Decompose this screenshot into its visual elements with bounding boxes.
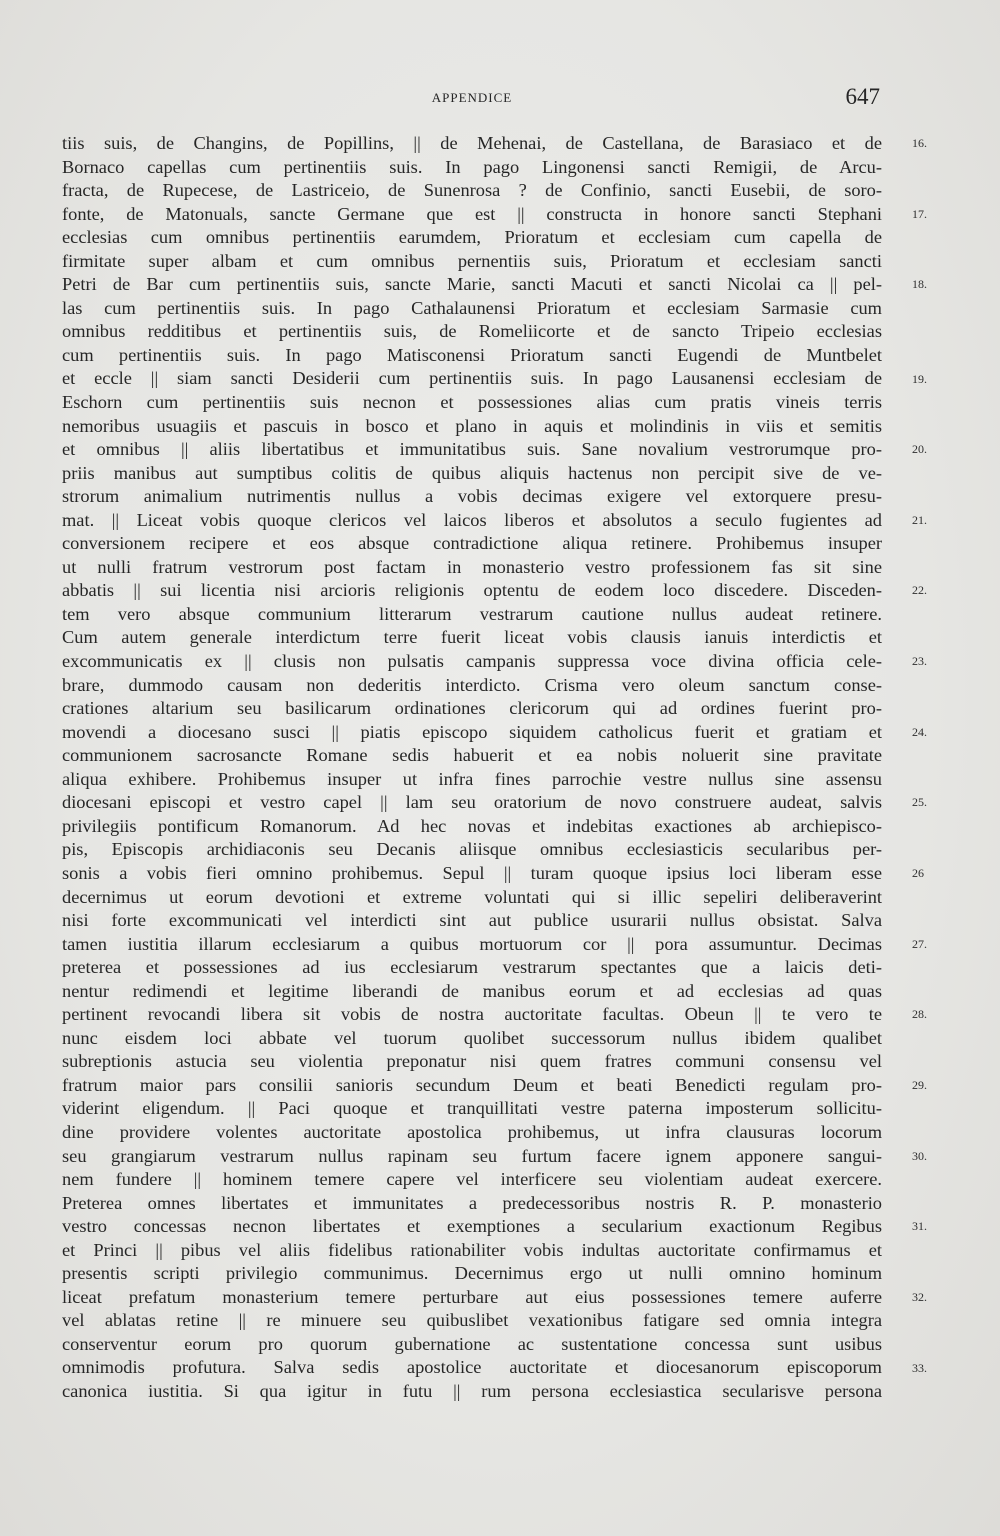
text-line: movendi a diocesano susci || piatis episcopo siquidem catholicus fuerit et gratiam et [62, 721, 882, 742]
text-line: tamen iustitia illarum ecclesiarum a quibus mortuorum cor || pora assumuntur. Decimas [62, 933, 882, 954]
margin-number: 31. [912, 1219, 927, 1234]
text-line: cum pertinentiis suis. In pago Matisconensi Prioratum sancti Eugendi de Muntbelet [62, 344, 882, 365]
text-line: diocesani episcopi et vestro capel || lam seu oratorium de novo construere audeat, salvis [62, 792, 882, 813]
text-line: ut nulli fratrum vestrorum post factam in monasterio vestro professionem fas sit sine [62, 556, 882, 577]
margin-number: 20. [912, 442, 927, 457]
text-line: dine providere volentes auctoritate apostolica prohibemus, ut infra clausuras locorum [62, 1121, 882, 1142]
text-line: crationes altarium seu basilicarum ordinationes clericorum qui ad ordines fuerint pro- [62, 698, 882, 719]
margin-number: 30. [912, 1148, 927, 1163]
margin-number: 17. [912, 206, 927, 221]
margin-number: 19. [912, 371, 927, 386]
text-line: et eccle || siam sancti Desiderii cum pertinentiis suis. In pago Lausanensi ecclesiam de [62, 368, 882, 389]
margin-number: 27. [912, 936, 927, 951]
margin-number: 26 [912, 866, 924, 881]
text-line: subreptionis astucia seu violentia preponatur nisi quem fratres communi consensu vel [62, 1051, 882, 1072]
text-line: abbatis || sui licentia nisi arcioris religionis optentu de eodem loco discedere. Disceden- [62, 580, 882, 601]
text-line: excommunicatis ex || clusis non pulsatis campanis suppressa voce divina officia cele- [62, 651, 882, 672]
text-line: fratrum maior pars consilii sanioris secundum Deum et beati Benedicti regulam pro- [62, 1074, 882, 1095]
margin-number: 24. [912, 724, 927, 739]
text-line: presentis scripti privilegio communimus. Decernimus ergo ut nulli omnino hominum [62, 1263, 882, 1284]
margin-number: 28. [912, 1007, 927, 1022]
text-line: nem fundere || hominem temere capere vel interficere seu violentiam audeat exercere. [62, 1169, 882, 1190]
text-line: nemoribus usuagiis et pascuis in bosco et plano in aquis et molindinis in viis et semitis [62, 415, 882, 436]
text-line: firmitate super albam et cum omnibus pernentiis suis, Prioratum et ecclesiam sancti [62, 250, 882, 271]
text-line: tem vero absque communium litterarum vestrarum cautione nullus audeat retinere. [62, 603, 882, 624]
text-line: fonte, de Matonuals, sancte Germane que est || constructa in honore sancti Stephani [62, 203, 882, 224]
margin-number: 23. [912, 654, 927, 669]
running-head: APPENDICE [431, 90, 513, 105]
body-text [62, 132, 882, 1404]
text-line: pertinent revocandi libera sit vobis de nostra auctoritate facultas. Obeun || te vero te [62, 1004, 882, 1025]
page-number: 647 [845, 84, 880, 109]
text-line: communionem sacrosancte Romane sedis habuerit et ea nobis noluerit sine pravitate [62, 745, 882, 766]
text-line: tiis suis, de Changins, de Popillins, || de Mehenai, de Castellana, de Barasiaco et de [62, 133, 882, 153]
margin-number: 25. [912, 795, 927, 810]
text-line: fracta, de Rupecese, de Lastriceio, de Sunenrosa ? de Confinio, sancti Eusebii, de soro- [62, 180, 882, 201]
text-line: Eschorn cum pertinentiis suis necnon et possessiones alias cum pratis vineis terris [62, 392, 882, 413]
text-line: omnibus redditibus et pertinentiis suis, de Romeliicorte et de sancto Tripeio ecclesias [62, 321, 882, 342]
text-line: canonica iustitia. Si qua igitur in futu || rum persona ecclesiastica secularisve persona [62, 1380, 882, 1401]
text-line: brare, dummodo causam non dederitis interdicto. Crisma vero oleum sanctum conse- [62, 674, 882, 695]
text-line: seu grangiarum vestrarum nullus rapinam seu furtum facere ignem apponere sangui- [62, 1145, 882, 1166]
text-line: nentur redimendi et legitime liberandi de manibus eorum et ad ecclesias ad quas [62, 980, 882, 1001]
text-line: pis, Episcopis archidiaconis seu Decanis aliisque omnibus ecclesiasticis secularibus per- [62, 839, 882, 860]
margin-number: 33. [912, 1360, 927, 1375]
text-line: conserventur eorum pro quorum gubernatione ac sustentatione concessa sunt usibus [62, 1333, 882, 1354]
text-line: Bornaco capellas cum pertinentiis suis. In pago Lingonensi sancti Remigii, de Arcu- [62, 156, 882, 177]
margin-number: 18. [912, 277, 927, 292]
text-line: preterea et possessiones ad ius ecclesiarum vestrarum spectantes que a laicis deti- [62, 957, 882, 978]
text-line: aliqua exhibere. Prohibemus insuper ut infra fines parrochie vestre nullus sine assensu [62, 768, 882, 789]
margin-number: 22. [912, 583, 927, 598]
page-header [62, 84, 882, 116]
text-line: sonis a vobis fieri omnino prohibemus. Sepul || turam quoque ipsius loci liberam esse [62, 862, 882, 883]
text-line: ecclesias cum omnibus pertinentiis earumdem, Prioratum et ecclesiam cum capella de [62, 227, 882, 248]
text-line: nunc eisdem loci abbate vel tuorum quolibet successorum nullus ibidem qualibet [62, 1027, 882, 1048]
text-line: viderint eligendum. || Paci quoque et tranquillitati vestre paterna imposterum sollicitu- [62, 1098, 882, 1119]
text-line: Petri de Bar cum pertinentiis suis, sancte Marie, sancti Macuti et sancti Nicolai ca || pel- [62, 274, 882, 295]
text-line: priis manibus aut sumptibus colitis de quibus aliquis hactenus non percipit sive de ve- [62, 462, 882, 483]
text-line: las cum pertinentiis suis. In pago Cathalaunensi Prioratum et ecclesiam Sarmasie cum [62, 297, 882, 318]
margin-number: 32. [912, 1289, 927, 1304]
text-line: Preterea omnes libertates et immunitates a predecessoribus nostris R. P. monasterio [62, 1192, 882, 1213]
text-line: vel ablatas retine || re minuere seu quibuslibet vexationibus fatigare sed omnia integra [62, 1310, 882, 1331]
margin-number: 29. [912, 1078, 927, 1092]
text-line: omnimodis profutura. Salva sedis apostolice auctoritate et diocesanorum episcoporum [62, 1357, 882, 1378]
margin-number: 16. [912, 136, 927, 150]
text-line: decernimus ut eorum devotioni et extreme voluntati qui si illic sepeliri deliberaverint [62, 886, 882, 907]
text-line: liceat prefatum monasterium temere perturbare aut eius possessiones temere auferre [62, 1286, 882, 1307]
text-line: vestro concessas necnon libertates et exemptiones a secularium exactionum Regibus [62, 1216, 882, 1237]
text-line: mat. || Liceat vobis quoque clericos vel laicos liberos et absolutos a seculo fugientes ad [62, 509, 882, 530]
text-line: nisi forte excommunicati vel interdicti sint aut publice usurarii nullus obsistat. Salva [62, 910, 882, 931]
text-line: conversionem recipere et eos absque contradictione aliqua retinere. Prohibemus insuper [62, 533, 882, 554]
text-line: Cum autem generale interdictum terre fuerit liceat vobis clausis ianuis interdictis et [62, 627, 882, 648]
text-line: et Princi || pibus vel aliis fidelibus rationabiliter vobis indultas auctoritate confirmamus et [62, 1239, 882, 1260]
text-line: privilegiis pontificum Romanorum. Ad hec novas et indebitas exactiones ab archiepisco- [62, 815, 882, 836]
text-line: strorum animalium nutrimentis nullus a vobis decimas exigere vel extorquere presu- [62, 486, 882, 507]
margin-number: 21. [912, 512, 927, 527]
text-line: et omnibus || aliis libertatibus et immunitatibus suis. Sane novalium vestrorumque pro- [62, 439, 882, 460]
